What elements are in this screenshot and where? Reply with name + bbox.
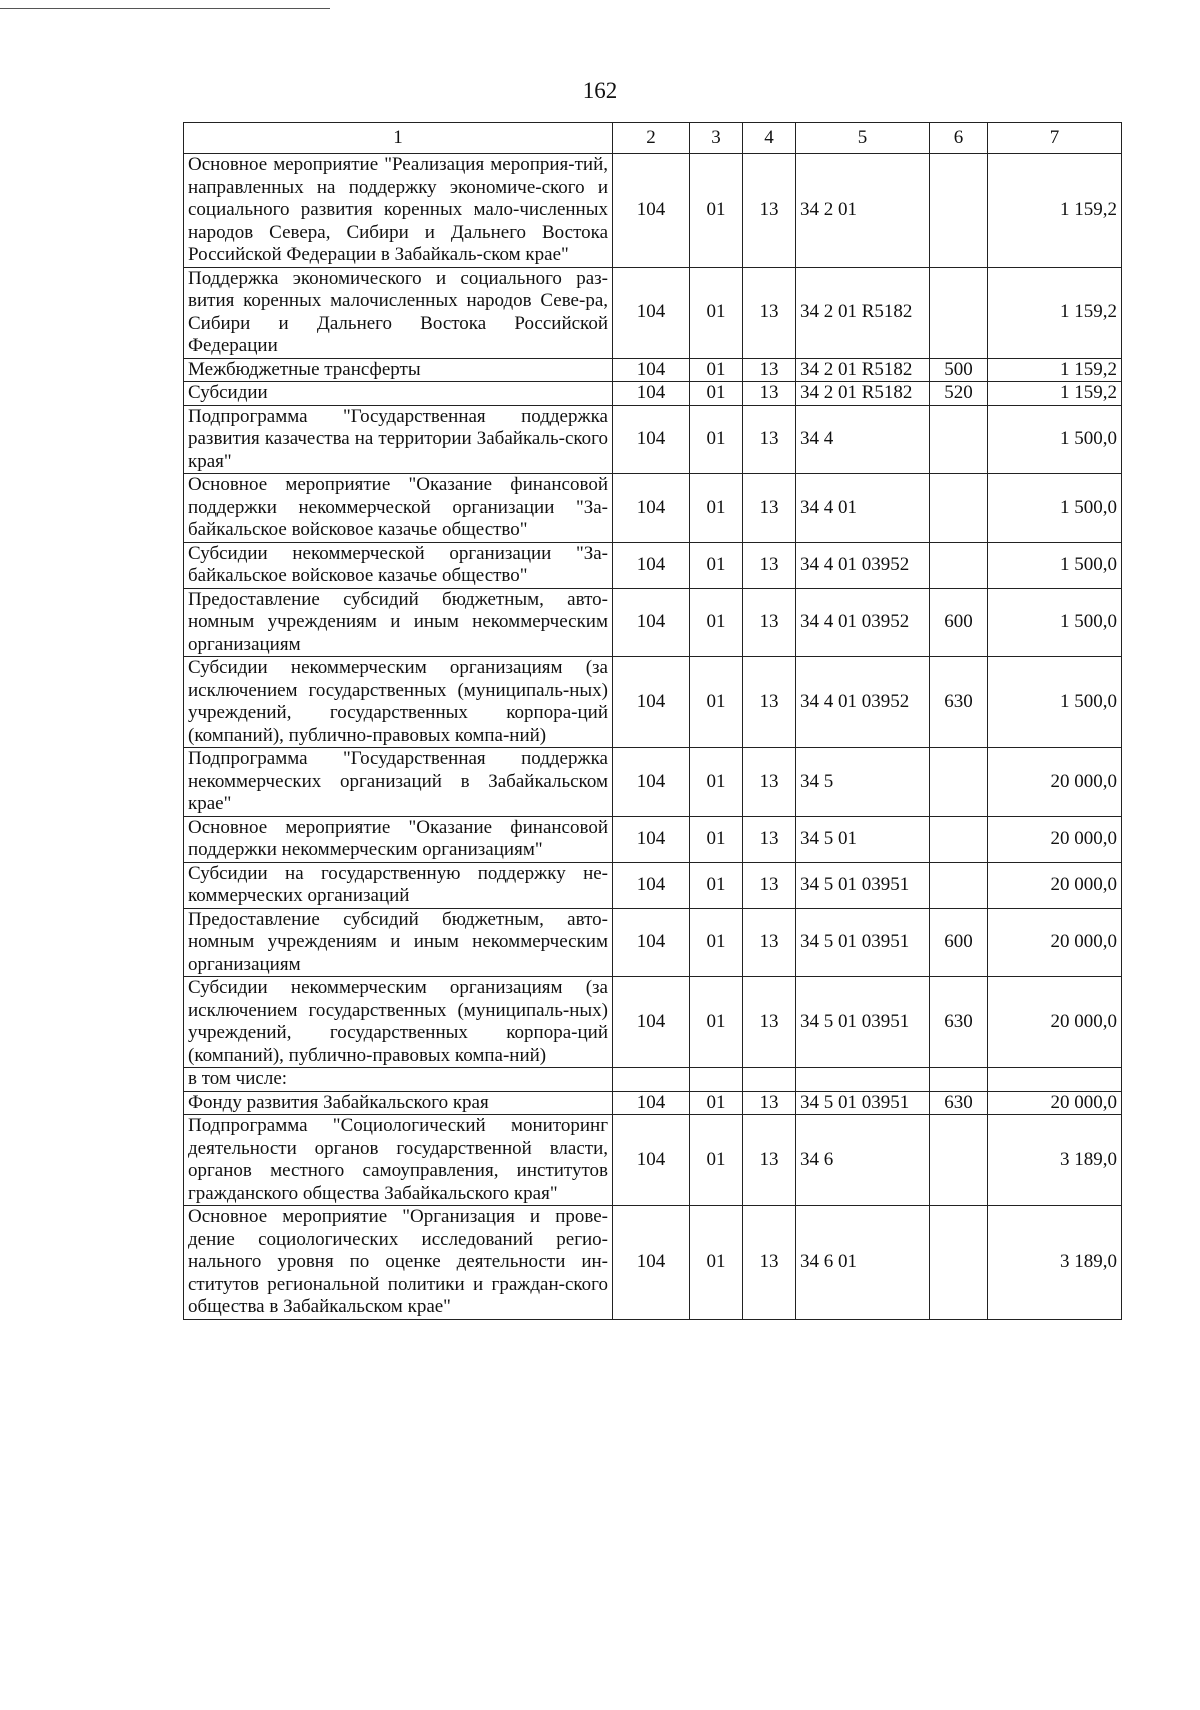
cell-name: Подпрограмма "Социологический мониторинг деятельности органов государственной власти, органов местного самоуправления, институтов гражданского общества Забайкальского края" [184,1115,613,1206]
cell-target-code: 34 5 01 03951 [796,862,930,908]
cell-amount: 20 000,0 [988,862,1122,908]
table-row [184,1091,1122,1115]
cell-podrazdel: 13 [743,474,796,543]
cell-razdel: 01 [690,862,743,908]
table-row [184,1206,1122,1320]
table-row [184,154,1122,268]
cell-target-code: 34 4 01 03952 [796,588,930,657]
cell-target-code [796,1068,930,1092]
cell-podrazdel: 13 [743,816,796,862]
cell-podrazdel: 13 [743,405,796,474]
cell-expense-type [930,748,988,817]
cell-podrazdel: 13 [743,542,796,588]
cell-podrazdel: 13 [743,1206,796,1320]
cell-name: Основное мероприятие "Оказание финансовой поддержки некоммерческой организации "За-байкальское войсковое казачье общество" [184,474,613,543]
cell-expense-type [930,474,988,543]
cell-target-code: 34 2 01 [796,154,930,268]
table-row [184,267,1122,358]
cell-razdel: 01 [690,267,743,358]
cell-expense-type [930,816,988,862]
table-row [184,1115,1122,1206]
cell-name: Предоставление субсидий бюджетным, авто-номным учреждениям и иным некоммерческим организациям [184,588,613,657]
cell-name: Предоставление субсидий бюджетным, авто-номным учреждениям и иным некоммерческим организациям [184,908,613,977]
cell-target-code: 34 2 01 R5182 [796,358,930,382]
cell-glava: 104 [613,748,690,817]
cell-podrazdel: 13 [743,1115,796,1206]
cell-expense-type: 630 [930,657,988,748]
cell-amount: 1 500,0 [988,657,1122,748]
cell-expense-type [930,1206,988,1320]
cell-target-code: 34 6 [796,1115,930,1206]
cell-amount: 3 189,0 [988,1206,1122,1320]
cell-expense-type: 520 [930,382,988,406]
cell-expense-type [930,1068,988,1092]
cell-target-code: 34 4 01 03952 [796,657,930,748]
cell-glava: 104 [613,1091,690,1115]
table-row [184,748,1122,817]
cell-glava: 104 [613,154,690,268]
cell-glava: 104 [613,382,690,406]
budget-table [183,122,1122,1320]
cell-podrazdel: 13 [743,588,796,657]
cell-expense-type: 600 [930,588,988,657]
cell-razdel: 01 [690,748,743,817]
column-header: 4 [743,123,796,154]
column-header: 3 [690,123,743,154]
table-row [184,1068,1122,1092]
cell-amount: 1 159,2 [988,267,1122,358]
cell-name: Подпрограмма "Государственная поддержка некоммерческих организаций в Забайкальском крае" [184,748,613,817]
cell-razdel: 01 [690,1115,743,1206]
cell-podrazdel: 13 [743,748,796,817]
cell-amount: 3 189,0 [988,1115,1122,1206]
cell-amount: 1 500,0 [988,542,1122,588]
cell-glava: 104 [613,588,690,657]
cell-glava: 104 [613,1115,690,1206]
cell-name: в том числе: [184,1068,613,1092]
cell-amount: 1 500,0 [988,588,1122,657]
cell-name: Подпрограмма "Государственная поддержка развития казачества на территории Забайкаль-ского края" [184,405,613,474]
column-header: 7 [988,123,1122,154]
cell-razdel: 01 [690,657,743,748]
cell-razdel: 01 [690,1206,743,1320]
cell-expense-type: 630 [930,977,988,1068]
cell-amount: 20 000,0 [988,977,1122,1068]
cell-glava: 104 [613,405,690,474]
cell-name: Основное мероприятие "Организация и прове-дение социологических исследований регио-нального уровня по оценке деятельности ин-ститутов региональной политики и граждан-ского общества в Забайкальском крае" [184,1206,613,1320]
cell-razdel: 01 [690,542,743,588]
cell-razdel: 01 [690,358,743,382]
table-row [184,977,1122,1068]
table-row [184,358,1122,382]
cell-razdel: 01 [690,154,743,268]
cell-glava: 104 [613,474,690,543]
cell-target-code: 34 2 01 R5182 [796,267,930,358]
page-number: 162 [582,78,618,103]
cell-podrazdel: 13 [743,977,796,1068]
column-header: 6 [930,123,988,154]
cell-target-code: 34 4 [796,405,930,474]
cell-amount: 1 159,2 [988,358,1122,382]
cell-razdel: 01 [690,474,743,543]
cell-podrazdel: 13 [743,862,796,908]
cell-glava: 104 [613,862,690,908]
cell-amount: 1 159,2 [988,154,1122,268]
cell-amount: 1 500,0 [988,474,1122,543]
cell-podrazdel: 13 [743,382,796,406]
cell-target-code: 34 5 01 03951 [796,908,930,977]
cell-name: Субсидии [184,382,613,406]
cell-target-code: 34 5 01 03951 [796,977,930,1068]
cell-target-code: 34 5 [796,748,930,817]
cell-glava: 104 [613,358,690,382]
cell-expense-type [930,405,988,474]
cell-podrazdel: 13 [743,154,796,268]
cell-target-code: 34 2 01 R5182 [796,382,930,406]
cell-razdel: 01 [690,382,743,406]
cell-amount: 20 000,0 [988,908,1122,977]
cell-glava: 104 [613,977,690,1068]
column-header: 1 [184,123,613,154]
cell-amount: 1 159,2 [988,382,1122,406]
cell-expense-type [930,862,988,908]
cell-name: Субсидии некоммерческой организации "За-байкальское войсковое казачье общество" [184,542,613,588]
cell-podrazdel [743,1068,796,1092]
cell-name: Поддержка экономического и социального раз-вития коренных малочисленных народов Севе-ра, Сибири и Дальнего Востока Российской Федерации [184,267,613,358]
cell-name: Фонду развития Забайкальского края [184,1091,613,1115]
cell-razdel [690,1068,743,1092]
cell-target-code: 34 5 01 [796,816,930,862]
cell-glava [613,1068,690,1092]
table-row [184,588,1122,657]
cell-name: Основное мероприятие "Оказание финансовой поддержки некоммерческим организациям" [184,816,613,862]
table-row [184,816,1122,862]
cell-amount: 20 000,0 [988,816,1122,862]
cell-podrazdel: 13 [743,267,796,358]
cell-podrazdel: 13 [743,1091,796,1115]
cell-expense-type: 630 [930,1091,988,1115]
cell-expense-type [930,267,988,358]
cell-target-code: 34 5 01 03951 [796,1091,930,1115]
cell-target-code: 34 4 01 [796,474,930,543]
cell-target-code: 34 4 01 03952 [796,542,930,588]
column-header: 2 [613,123,690,154]
cell-razdel: 01 [690,977,743,1068]
table-row [184,908,1122,977]
cell-glava: 104 [613,267,690,358]
cell-expense-type [930,542,988,588]
cell-podrazdel: 13 [743,908,796,977]
cell-amount: 20 000,0 [988,748,1122,817]
table-row [184,474,1122,543]
table-row [184,405,1122,474]
cell-razdel: 01 [690,816,743,862]
scan-edge-line [0,8,330,9]
header-row [184,123,1122,154]
cell-podrazdel: 13 [743,657,796,748]
column-header: 5 [796,123,930,154]
cell-name: Основное мероприятие "Реализация мероприя-тий, направленных на поддержку экономиче-ского и социального развития коренных мало-численных народов Севера, Сибири и Дальнего Востока Российской Федерации в Забайкаль-ском крае" [184,154,613,268]
cell-amount [988,1068,1122,1092]
table-row [184,862,1122,908]
cell-expense-type [930,1115,988,1206]
cell-name: Межбюджетные трансферты [184,358,613,382]
cell-expense-type: 500 [930,358,988,382]
table-row [184,657,1122,748]
cell-glava: 104 [613,908,690,977]
cell-podrazdel: 13 [743,358,796,382]
cell-glava: 104 [613,657,690,748]
cell-glava: 104 [613,1206,690,1320]
cell-name: Субсидии на государственную поддержку не-коммерческих организаций [184,862,613,908]
cell-amount: 1 500,0 [988,405,1122,474]
cell-razdel: 01 [690,405,743,474]
cell-amount: 20 000,0 [988,1091,1122,1115]
cell-expense-type [930,154,988,268]
table-row [184,542,1122,588]
cell-glava: 104 [613,542,690,588]
cell-name: Субсидии некоммерческим организациям (за исключением государственных (муниципаль-ных) учреждений, государственных корпора-ций (компаний), публично-правовых компа-ний) [184,657,613,748]
cell-expense-type: 600 [930,908,988,977]
cell-glava: 104 [613,816,690,862]
cell-razdel: 01 [690,908,743,977]
cell-target-code: 34 6 01 [796,1206,930,1320]
cell-razdel: 01 [690,588,743,657]
cell-name: Субсидии некоммерческим организациям (за исключением государственных (муниципаль-ных) учреждений, государственных корпора-ций (компаний), публично-правовых компа-ний) [184,977,613,1068]
table-row [184,382,1122,406]
cell-razdel: 01 [690,1091,743,1115]
